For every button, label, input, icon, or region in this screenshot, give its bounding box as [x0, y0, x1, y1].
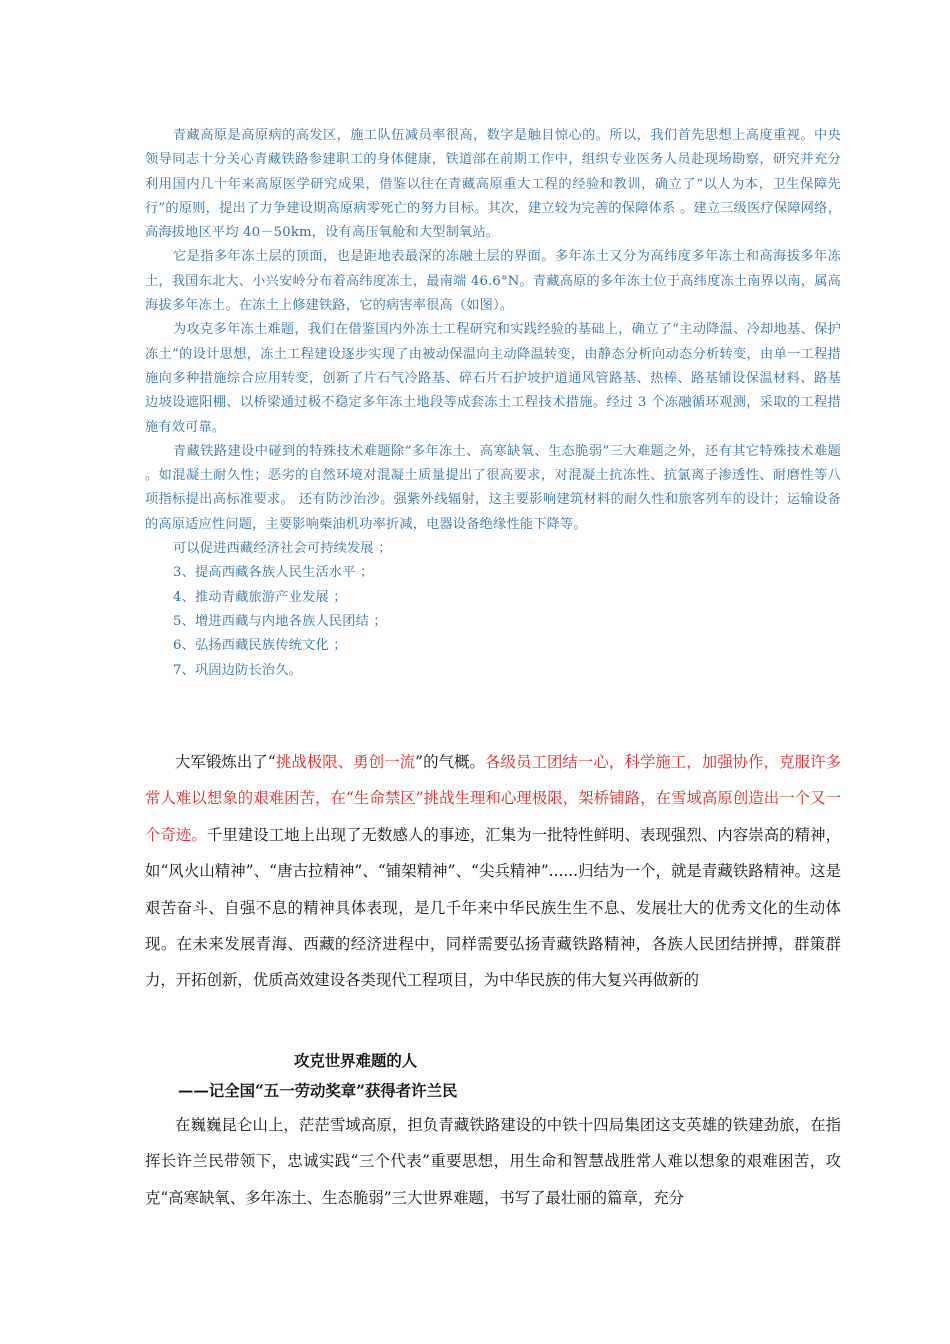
- paragraph-special-problems: 青藏铁路建设中碰到的特殊技术难题除“多年冻土、高寒缺氧、生态脆弱”三大难题之外，还有其它特殊技术难题 。如混凝土耐久性；恶劣的自然环境对混凝土质量提出了很高要求，对混凝土抗冻性、抗氯离子渗透性、耐磨性等八项指标提出高标准要求。 还有防沙治沙。强紫外线辐射，这主要影响建筑材料的耐久性和旅客列车的设计；运输设备的高原适应性问题，主要影响柴油机功率折减，电器设备绝缘性能下降等。: [145, 443, 841, 532]
- text-run: ”的气概。: [415, 753, 486, 771]
- article-subtitle: ——记全国“五一劳动奖章”获得者许兰民: [178, 1082, 458, 1100]
- paragraph-railway-spirit: [145, 744, 841, 999]
- paragraph-permafrost-definition: 它是指多年冻土层的顶面，也是距地表最深的冻融土层的界面。多年冻土又分为高纬度多年冻土和高海拔多年冻土，我国东北大、小兴安岭分布着高纬度冻土，最南端 46.6°N。青藏高原的多年冻土位于高纬度冻土南界以南，属高海拔多年冻土。在冻土上修建铁路，它的病害率很高（如图）。: [145, 249, 841, 314]
- list-item: 7、巩固边防长治久。: [173, 662, 303, 678]
- list-item: 4、推动青藏旅游产业发展 ；: [173, 589, 347, 605]
- text-run: 大军锻炼出了“: [175, 753, 276, 771]
- highlight-text: 各级员工团结一心，科学施工，加强协作，克服许多常人难以想象的艰难困苦，在“生命禁区”挑战生理和心理极限，架桥铺路，在雪域高原创造出一个又一个奇迹。: [145, 753, 841, 844]
- paragraph-plateau-disease: 青藏高原是高原病的高发区，施工队伍减员率很高，数字是触目惊心的。所以，我们首先思想上高度重视。中央领导同志十分关心青藏铁路参建职工的身体健康，铁道部在前期工作中，组织专业医务人员赴现场勘察，研究并充分利用国内几十年来高原医学研究成果，借鉴以往在青藏高原重大工程的经验和教训，确立了“以人为本，卫生保障先行”的原则，提出了力争建设期高原病零死亡的努力目标。其次，建立较为完善的保障体系 。建立三级医疗保障网络，高海拔地区平均 40－50km，设有高压氧舱和大型制氧站。: [145, 128, 841, 241]
- article-title: 攻克世界难题的人: [294, 1052, 418, 1070]
- spirit-section: [145, 744, 841, 999]
- paragraph-permafrost-measures: 为攻克多年冻土难题，我们在借鉴国内外冻土工程研究和实践经验的基础上，确立了“主动降温、冷却地基、保护冻土”的设计思想，冻土工程建设逐步实现了由被动保温向主动降温转变，由静态分析向动态分析转变，由单一工程措施向多种措施综合应用转变，创新了片石气冷路基、碎石片石护坡护道通风管路基、热棒、路基铺设保温材料、路基边坡设遮阳棚、以桥梁通过极不稳定多年冻土地段等成套冻土工程技术措施。经过 3 个冻融循环观测，采取的工程措施有效可靠。: [145, 322, 841, 435]
- article-paragraph: 在巍巍昆仑山上，茫茫雪域高原，担负青藏铁路建设的中铁十四局集团这支英雄的铁建劲旅，在指挥长许兰民带领下，忠诚实践“三个代表”重要思想，用生命和智慧战胜常人难以想象的艰难困苦，攻克“高寒缺氧、多年冻土、生态脆弱”三大世界难题，书写了最壮丽的篇章，充分: [145, 1116, 841, 1207]
- list-item: 6、弘扬西藏民族传统文化 ；: [173, 638, 347, 654]
- list-item: 5、增进西藏与内地各族人民团结 ；: [173, 613, 387, 629]
- article-body: [145, 1107, 841, 1216]
- list-item: 3、提高西藏各族人民生活水平 ；: [173, 565, 374, 581]
- blue-text-section: [145, 124, 841, 683]
- text-run: 千里建设工地上出现了无数感人的事迹，汇集为一批特性鲜明、表现强烈、内容崇高的精神，如“风火山精神”、“唐古拉精神”、“铺架精神”、“尖兵精神”......归结为一个，就是青藏铁路精神。这是艰苦奋斗、自强不息的精神具体表现，是几千年来中华民族生生不息、发展壮大的优秀文化的生动体现。在未来发展青海、西藏的经济进程中，同样需要弘扬青藏铁路精神，各族人民团结拼搏，群策群力，开拓创新，优质高效建设各类现代工程项目，为中华民族的伟大复兴再做新的: [145, 825, 841, 990]
- list-item: 可以促进西藏经济社会可持续发展 ；: [173, 541, 392, 557]
- highlight-text: 挑战极限、勇创一流: [275, 753, 416, 771]
